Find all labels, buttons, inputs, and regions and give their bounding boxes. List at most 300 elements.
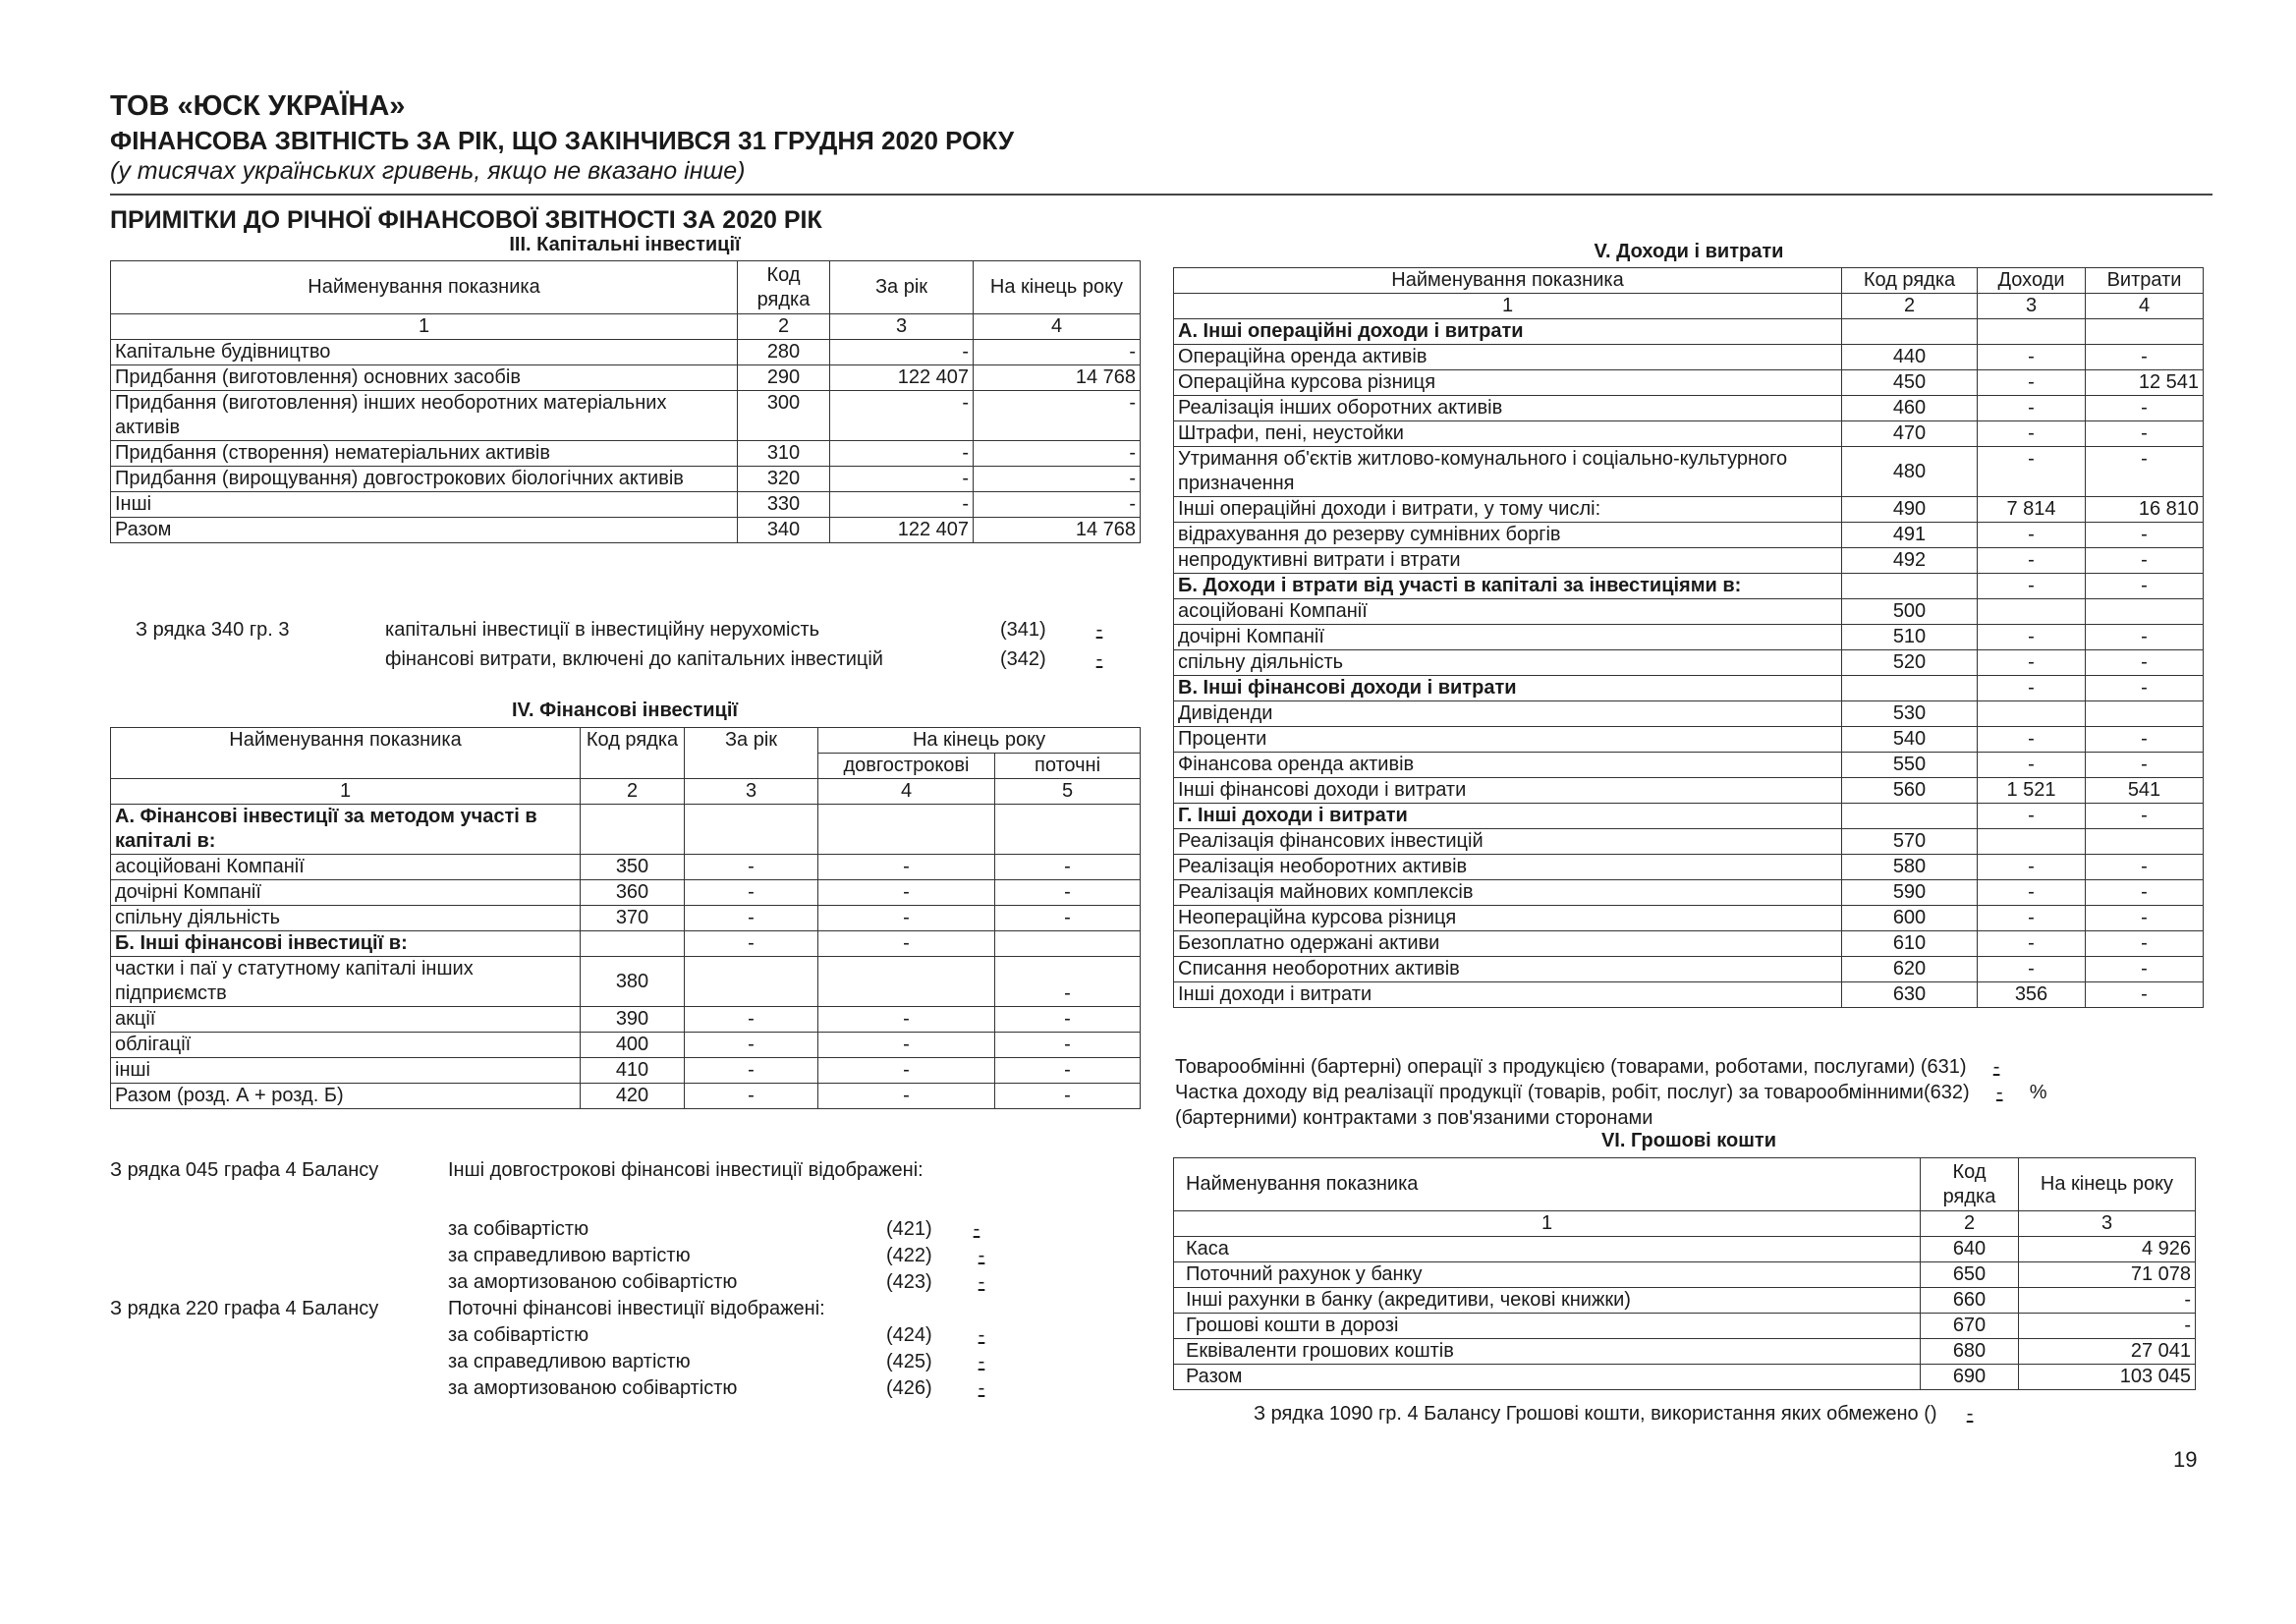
note-row-code: (423) — [886, 1271, 932, 1293]
note-row-value: - — [978, 1324, 985, 1346]
row-name: інші — [111, 1058, 581, 1084]
row-name: Неопераційна курсова різниця — [1174, 906, 1842, 931]
row-name: Фінансова оренда активів — [1174, 753, 1842, 778]
row-name: Безоплатно одержані активи — [1174, 931, 1842, 957]
row-current: - — [995, 1084, 1141, 1109]
row-name: облігації — [111, 1033, 581, 1058]
header-end: На кінець року — [974, 261, 1141, 314]
row-year: - — [685, 880, 818, 906]
row-code: 560 — [1842, 778, 1978, 804]
row-income: - — [1978, 727, 2086, 753]
row-code: 490 — [1842, 497, 1978, 523]
header-expenses: Витрати — [2086, 268, 2204, 294]
row-long: - — [818, 880, 995, 906]
row-expenses: - — [2086, 931, 2204, 957]
row-code: 580 — [1842, 855, 1978, 880]
note-row-value: - — [978, 1271, 985, 1293]
col-number: 4 — [2086, 294, 2204, 319]
sec3-note-value: - — [1095, 619, 1103, 641]
sec5-note3: (бартерними) контрактами з пов'язаними сторонами — [1175, 1107, 1653, 1129]
row-name: Разом — [111, 518, 738, 543]
table-row — [1174, 778, 2204, 804]
row-name: Утримання об'єктів житлово-комунального і соціально-культурного призначення — [1174, 447, 1842, 497]
row-income — [1978, 829, 2086, 855]
row-long: - — [818, 855, 995, 880]
row-expenses: - — [2086, 523, 2204, 548]
row-expenses: - — [2086, 421, 2204, 447]
row-income: - — [1978, 957, 2086, 982]
row-name: дочірні Компанії — [1174, 625, 1842, 650]
col-number: 3 — [2019, 1211, 2196, 1237]
row-income: - — [1978, 548, 2086, 574]
row-code: 290 — [738, 365, 830, 391]
report-title: ФІНАНСОВА ЗВІТНІСТЬ ЗА РІК, ЩО ЗАКІНЧИВСЯ 31 ГРУДНЯ 2020 РОКУ — [110, 126, 1015, 155]
header-income: Доходи — [1978, 268, 2086, 294]
row-code: 280 — [738, 340, 830, 365]
group-year: - — [685, 931, 818, 957]
row-income: - — [1978, 345, 2086, 370]
row-current: - — [995, 880, 1141, 906]
table-row — [1174, 931, 2204, 957]
row-end: 4 926 — [2019, 1237, 2196, 1262]
row-end: 14 768 — [974, 518, 1141, 543]
row-name: Списання необоротних активів — [1174, 957, 1842, 982]
table-row — [1174, 1237, 2196, 1262]
row-name: Проценти — [1174, 727, 1842, 753]
row-end: - — [974, 391, 1141, 441]
table-row — [111, 365, 1141, 391]
row-end: - — [974, 467, 1141, 492]
header-code: Код рядка — [581, 728, 685, 779]
note-row-code: (424) — [886, 1324, 932, 1346]
row-code: 530 — [1842, 701, 1978, 727]
row-income: - — [1978, 880, 2086, 906]
group-title: А. Інші операційні доходи і витрати — [1174, 319, 1842, 345]
header-name: Найменування показника — [1174, 268, 1842, 294]
sec4-note2-text: Поточні фінансові інвестиції відображені: — [448, 1298, 825, 1319]
row-name: Штрафи, пені, неустойки — [1174, 421, 1842, 447]
row-code: 340 — [738, 518, 830, 543]
row-income: - — [1978, 753, 2086, 778]
row-name: Реалізація фінансових інвестицій — [1174, 829, 1842, 855]
table-row — [1174, 370, 2204, 396]
row-code: 491 — [1842, 523, 1978, 548]
row-expenses: 12 541 — [2086, 370, 2204, 396]
row-code: 590 — [1842, 880, 1978, 906]
sec4-note1-label: З рядка 045 графа 4 Балансу — [110, 1159, 379, 1181]
row-expenses: 16 810 — [2086, 497, 2204, 523]
col-number: 1 — [1174, 294, 1842, 319]
section-5-title: V. Доходи і витрати — [1594, 241, 1784, 262]
row-current: - — [995, 1033, 1141, 1058]
row-expenses: - — [2086, 650, 2204, 676]
row-expenses: - — [2086, 957, 2204, 982]
row-expenses: - — [2086, 727, 2204, 753]
row-name: асоційовані Компанії — [111, 855, 581, 880]
row-code: 640 — [1921, 1237, 2019, 1262]
section-6-title: VI. Грошові кошти — [1600, 1130, 1777, 1151]
row-name: Інші фінансові доходи і витрати — [1174, 778, 1842, 804]
table-row — [1174, 855, 2204, 880]
row-code: 420 — [581, 1084, 685, 1109]
table-row — [111, 1058, 1141, 1084]
header-code: Код рядка — [738, 261, 830, 314]
row-year: - — [830, 492, 974, 518]
note-row-text: за собівартістю — [448, 1324, 589, 1346]
row-code: 450 — [1842, 370, 1978, 396]
header-name: Найменування показника — [111, 261, 738, 314]
row-name: Еквіваленти грошових коштів — [1174, 1339, 1921, 1365]
row-end: 27 041 — [2019, 1339, 2196, 1365]
table-row — [111, 340, 1141, 365]
row-expenses: - — [2086, 345, 2204, 370]
table-row — [1174, 625, 2204, 650]
section-4-title: IV. Фінансові інвестиції — [511, 700, 739, 721]
row-income: 7 814 — [1978, 497, 2086, 523]
row-end: - — [974, 492, 1141, 518]
header-code: Код рядка — [1842, 268, 1978, 294]
group-income: - — [1978, 804, 2086, 829]
table-row — [1174, 957, 2204, 982]
row-long: - — [818, 1058, 995, 1084]
group-title: Г. Інші доходи і витрати — [1174, 804, 1842, 829]
row-income: - — [1978, 523, 2086, 548]
group-title: В. Інші фінансові доходи і витрати — [1174, 676, 1842, 701]
row-current: - — [995, 906, 1141, 931]
row-long: - — [818, 1007, 995, 1033]
row-income: - — [1978, 906, 2086, 931]
table-row — [1174, 345, 2204, 370]
row-year: 122 407 — [830, 365, 974, 391]
row-expenses: - — [2086, 396, 2204, 421]
note-row-code: (425) — [886, 1351, 932, 1372]
row-code: 300 — [738, 391, 830, 441]
group-title: Б. Доходи і втрати від участі в капіталі за інвестиціями в: — [1174, 574, 1842, 599]
row-code: 620 — [1842, 957, 1978, 982]
row-code: 570 — [1842, 829, 1978, 855]
row-code: 350 — [581, 855, 685, 880]
row-name: Реалізація необоротних активів — [1174, 855, 1842, 880]
row-name: Операційна оренда активів — [1174, 345, 1842, 370]
row-expenses: - — [2086, 447, 2204, 497]
row-code: 500 — [1842, 599, 1978, 625]
note-row-code: (422) — [886, 1245, 932, 1266]
table-row — [111, 880, 1141, 906]
note-row-code: (426) — [886, 1377, 932, 1399]
table-row — [1174, 396, 2204, 421]
row-name: спільну діяльність — [1174, 650, 1842, 676]
sec4-note2-label: З рядка 220 графа 4 Балансу — [110, 1298, 379, 1319]
table-row — [1174, 599, 2204, 625]
row-name: Каса — [1174, 1237, 1921, 1262]
group-expenses: - — [2086, 804, 2204, 829]
col-number: 2 — [1921, 1211, 2019, 1237]
table-row — [1174, 548, 2204, 574]
header-name: Найменування показника — [111, 728, 581, 779]
row-long: - — [818, 1084, 995, 1109]
row-name: Інші — [111, 492, 738, 518]
col-number: 3 — [830, 314, 974, 340]
row-code: 670 — [1921, 1314, 2019, 1339]
col-number: 4 — [974, 314, 1141, 340]
table-row — [111, 492, 1141, 518]
row-expenses — [2086, 701, 2204, 727]
table-row — [1174, 701, 2204, 727]
note-row-text: за справедливою вартістю — [448, 1245, 691, 1266]
section-3-title: ІІІ. Капітальні інвестиції — [509, 234, 741, 255]
table-row — [1174, 523, 2204, 548]
row-current: - — [995, 1007, 1141, 1033]
group-title: Б. Інші фінансові інвестиції в: — [111, 931, 581, 957]
row-name: Реалізація інших оборотних активів — [1174, 396, 1842, 421]
row-end: 103 045 — [2019, 1365, 2196, 1390]
table-row — [1174, 421, 2204, 447]
sec5-note2 — [1175, 1082, 2047, 1104]
row-current: - — [995, 1058, 1141, 1084]
row-name: Грошові кошти в дорозі — [1174, 1314, 1921, 1339]
row-current: - — [995, 855, 1141, 880]
row-expenses: - — [2086, 855, 2204, 880]
row-end: 71 078 — [2019, 1262, 2196, 1288]
note-row-value: - — [978, 1245, 985, 1266]
row-expenses: - — [2086, 880, 2204, 906]
cash-table — [1173, 1157, 2196, 1390]
row-name: дочірні Компанії — [111, 880, 581, 906]
row-long — [818, 957, 995, 1007]
row-year: - — [830, 441, 974, 467]
table-row — [1174, 1314, 2196, 1339]
table-row — [111, 441, 1141, 467]
row-expenses: - — [2086, 753, 2204, 778]
row-current: - — [995, 957, 1141, 1007]
table-row — [1174, 880, 2204, 906]
row-name: Придбання (виготовлення) основних засобів — [111, 365, 738, 391]
table-row — [1174, 1262, 2196, 1288]
row-name: Разом — [1174, 1365, 1921, 1390]
row-code: 680 — [1921, 1339, 2019, 1365]
header-end: На кінець року — [818, 728, 1141, 754]
sec3-note-value: - — [1095, 648, 1103, 670]
row-income — [1978, 599, 2086, 625]
col-number: 5 — [995, 779, 1141, 805]
row-code: 520 — [1842, 650, 1978, 676]
row-name: Поточний рахунок у банку — [1174, 1262, 1921, 1288]
total-row — [111, 518, 1141, 543]
table-row — [1174, 982, 2204, 1008]
row-name: Придбання (вирощування) довгострокових біологічних активів — [111, 467, 738, 492]
row-end: - — [2019, 1314, 2196, 1339]
col-number: 1 — [1174, 1211, 1921, 1237]
capital-investments-table — [110, 260, 1141, 543]
income-expenses-table — [1173, 267, 2204, 1008]
note-row-text: за собівартістю — [448, 1218, 589, 1240]
row-code: 690 — [1921, 1365, 2019, 1390]
col-number: 2 — [1842, 294, 1978, 319]
table-row — [111, 1033, 1141, 1058]
row-code: 630 — [1842, 982, 1978, 1008]
report-subtitle: (у тисячах українських гривень, якщо не вказано інше) — [110, 157, 746, 185]
row-income: 356 — [1978, 982, 2086, 1008]
row-year: - — [685, 1007, 818, 1033]
note-row-code: (421) — [886, 1218, 932, 1240]
row-long: - — [818, 1033, 995, 1058]
row-name: частки і паї у статутному капіталі інших підприємств — [111, 957, 581, 1007]
total-row — [1174, 1365, 2196, 1390]
table-row — [111, 391, 1141, 441]
table-row — [1174, 906, 2204, 931]
row-end: 14 768 — [974, 365, 1141, 391]
table-row — [1174, 497, 2204, 523]
row-end: - — [974, 441, 1141, 467]
row-year: - — [830, 391, 974, 441]
note-row-text: за справедливою вартістю — [448, 1351, 691, 1372]
col-number: 4 — [818, 779, 995, 805]
row-expenses — [2086, 829, 2204, 855]
col-number: 1 — [111, 314, 738, 340]
row-year — [685, 957, 818, 1007]
sec5-note2-unit: % — [2029, 1082, 2047, 1103]
row-income: - — [1978, 447, 2086, 497]
sec3-note-label: З рядка 340 гр. 3 — [136, 619, 290, 641]
row-code: 400 — [581, 1033, 685, 1058]
row-end: - — [974, 340, 1141, 365]
row-code: 330 — [738, 492, 830, 518]
row-income: - — [1978, 931, 2086, 957]
row-expenses: 541 — [2086, 778, 2204, 804]
row-code: 492 — [1842, 548, 1978, 574]
header-name: Найменування показника — [1174, 1158, 1921, 1211]
row-income: - — [1978, 421, 2086, 447]
header-divider — [110, 194, 2212, 196]
row-code: 470 — [1842, 421, 1978, 447]
table-row — [111, 467, 1141, 492]
row-name: Капітальне будівництво — [111, 340, 738, 365]
row-name: Операційна курсова різниця — [1174, 370, 1842, 396]
row-name: відрахування до резерву сумнівних боргів — [1174, 523, 1842, 548]
row-year: - — [685, 855, 818, 880]
sec6-note-value: - — [1966, 1403, 1974, 1425]
table-row — [1174, 829, 2204, 855]
row-code: 660 — [1921, 1288, 2019, 1314]
row-code: 380 — [581, 957, 685, 1007]
sec6-note — [1254, 1403, 1997, 1426]
row-expenses: - — [2086, 982, 2204, 1008]
note-row-value: - — [973, 1218, 980, 1240]
row-name: Дивіденди — [1174, 701, 1842, 727]
row-year: - — [685, 1033, 818, 1058]
table-row — [1174, 650, 2204, 676]
table-row — [111, 855, 1141, 880]
table-row — [1174, 753, 2204, 778]
header-long-term: довгострокові — [818, 754, 995, 779]
row-name: акції — [111, 1007, 581, 1033]
row-name: Придбання (виготовлення) інших необоротних матеріальних активів — [111, 391, 738, 441]
row-income: 1 521 — [1978, 778, 2086, 804]
notes-title: ПРИМІТКИ ДО РІЧНОЇ ФІНАНСОВОЇ ЗВІТНОСТІ ЗА 2020 РІК — [110, 206, 822, 234]
row-year: 122 407 — [830, 518, 974, 543]
sec3-note-text: фінансові витрати, включені до капітальних інвестицій — [385, 648, 883, 670]
row-code: 510 — [1842, 625, 1978, 650]
row-year: - — [685, 906, 818, 931]
note-row-value: - — [978, 1351, 985, 1372]
sec5-note2-text: Частка доходу від реалізації продукції (товарів, робіт, послуг) за товарообмінними(632) — [1175, 1082, 1970, 1103]
group-title: А. Фінансові інвестиції за методом участі в капіталі в: — [111, 805, 581, 855]
sec6-note-text: З рядка 1090 гр. 4 Балансу Грошові кошти, використання яких обмежено () — [1254, 1403, 1937, 1425]
row-name: Придбання (створення) нематеріальних активів — [111, 441, 738, 467]
header-current: поточні — [995, 754, 1141, 779]
row-code: 600 — [1842, 906, 1978, 931]
row-name: спільну діяльність — [111, 906, 581, 931]
header-code: Код рядка — [1921, 1158, 2019, 1211]
row-income — [1978, 701, 2086, 727]
row-code: 610 — [1842, 931, 1978, 957]
financial-investments-table — [110, 727, 1141, 1109]
row-code: 390 — [581, 1007, 685, 1033]
col-number: 1 — [111, 779, 581, 805]
group-income: - — [1978, 574, 2086, 599]
row-name: Реалізація майнових комплексів — [1174, 880, 1842, 906]
row-code: 310 — [738, 441, 830, 467]
row-code: 480 — [1842, 447, 1978, 497]
row-code: 550 — [1842, 753, 1978, 778]
sec5-note2-value: - — [1995, 1082, 2003, 1103]
row-year: - — [830, 467, 974, 492]
sec4-note1-text: Інші довгострокові фінансові інвестиції відображені: — [448, 1159, 924, 1181]
row-name: непродуктивні витрати і втрати — [1174, 548, 1842, 574]
sec5-note1-value: - — [1992, 1056, 2000, 1078]
row-expenses: - — [2086, 548, 2204, 574]
header-year: За рік — [685, 728, 818, 779]
row-end: - — [2019, 1288, 2196, 1314]
table-row — [1174, 447, 2204, 497]
note-row-value: - — [978, 1377, 985, 1399]
table-row — [1174, 1339, 2196, 1365]
table-row — [111, 1007, 1141, 1033]
row-year: - — [685, 1084, 818, 1109]
row-income: - — [1978, 396, 2086, 421]
table-row — [1174, 727, 2204, 753]
row-name: Інші операційні доходи і витрати, у тому числі: — [1174, 497, 1842, 523]
sec3-note-code: (342) — [1000, 648, 1046, 670]
group-income: - — [1978, 676, 2086, 701]
col-number: 2 — [581, 779, 685, 805]
row-name: Інші доходи і витрати — [1174, 982, 1842, 1008]
total-row — [111, 1084, 1141, 1109]
col-number: 3 — [1978, 294, 2086, 319]
page-number: 19 — [2173, 1447, 2198, 1472]
row-long: - — [818, 906, 995, 931]
sec3-note-code: (341) — [1000, 619, 1046, 641]
sec5-note1 — [1175, 1056, 2021, 1079]
col-number: 3 — [685, 779, 818, 805]
row-code: 650 — [1921, 1262, 2019, 1288]
row-year: - — [830, 340, 974, 365]
row-code: 410 — [581, 1058, 685, 1084]
row-income: - — [1978, 855, 2086, 880]
row-expenses: - — [2086, 625, 2204, 650]
row-name: Разом (розд. А + розд. Б) — [111, 1084, 581, 1109]
row-name: асоційовані Компанії — [1174, 599, 1842, 625]
row-code: 540 — [1842, 727, 1978, 753]
sec3-note-text: капітальні інвестиції в інвестиційну нерухомість — [385, 619, 820, 641]
row-code: 460 — [1842, 396, 1978, 421]
note-row-text: за амортизованою собівартістю — [448, 1271, 738, 1293]
row-expenses — [2086, 599, 2204, 625]
table-row — [111, 906, 1141, 931]
header-year: За рік — [830, 261, 974, 314]
table-row — [111, 957, 1141, 1007]
table-row — [1174, 1288, 2196, 1314]
